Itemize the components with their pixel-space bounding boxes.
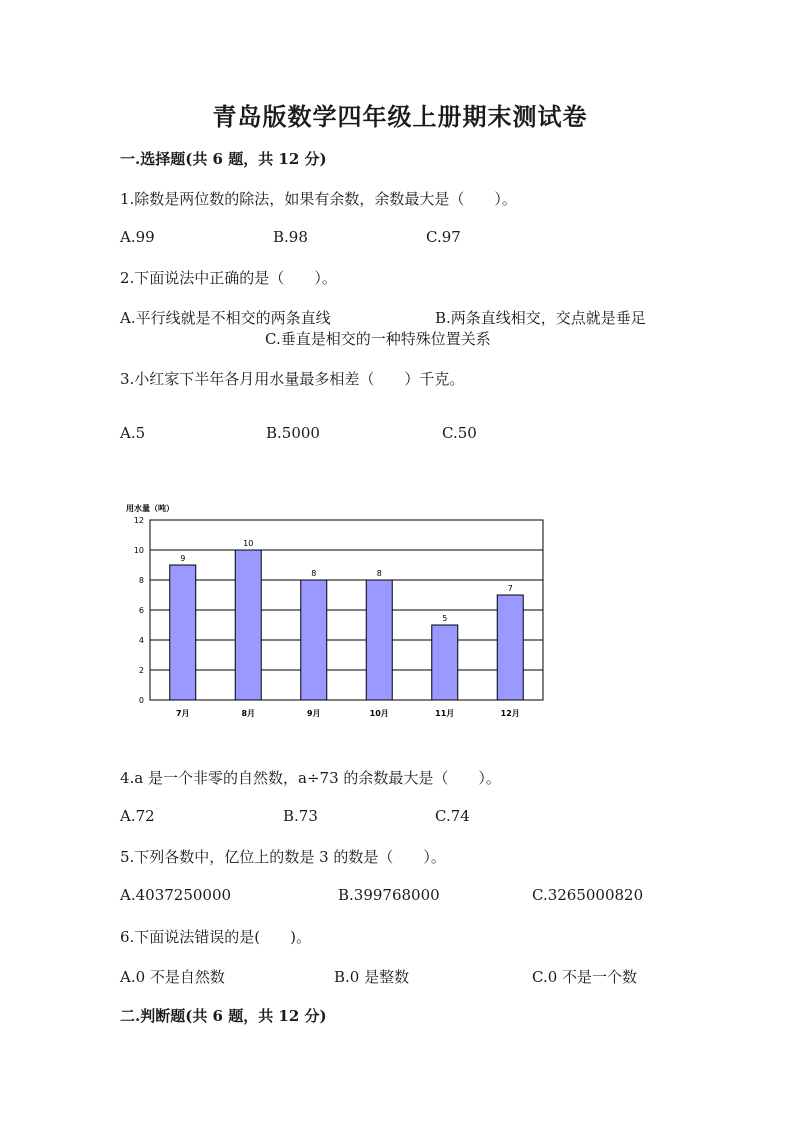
chart-bar (235, 550, 261, 700)
chart-data-label: 8 (376, 569, 382, 578)
page-title: 青岛版数学四年级上册期末测试卷 (212, 102, 588, 131)
question-4-stem: 4.a 是一个非零的自然数，a÷73 的余数最大是（ ）。 (120, 769, 501, 787)
question-3-option-b[interactable]: B.5000 (266, 424, 320, 442)
chart-gridlines (150, 520, 543, 700)
chart-bar (432, 625, 458, 700)
chart-x-tick-label: 7月 (175, 709, 190, 718)
question-6-option-c[interactable]: C.0 不是一个数 (532, 968, 638, 986)
chart-y-tick-label: 6 (138, 606, 144, 615)
question-4-option-b[interactable]: B.73 (283, 807, 318, 825)
question-6-stem: 6.下面说法错误的是( )。 (120, 928, 312, 946)
question-1-option-b[interactable]: B.98 (273, 228, 308, 246)
chart-x-tick-label: 11月 (435, 709, 455, 718)
chart-bar (497, 595, 523, 700)
chart-data-label: 10 (243, 539, 254, 548)
question-6-option-b[interactable]: B.0 是整数 (334, 968, 410, 986)
question-4-option-a[interactable]: A.72 (120, 807, 155, 825)
section-heading-choice: 一.选择题(共 6 题，共 12 分) (120, 150, 327, 168)
chart-y-tick-label: 10 (133, 546, 144, 555)
question-4-option-c[interactable]: C.74 (435, 807, 470, 825)
chart-bar (301, 580, 327, 700)
question-6-option-a[interactable]: A.0 不是自然数 (120, 968, 225, 986)
chart-y-axis-label: 用水量（吨） (126, 504, 174, 513)
question-5-option-a[interactable]: A.4037250000 (120, 886, 232, 904)
question-5-option-c[interactable]: C.3265000820 (532, 886, 644, 904)
chart-data-label: 7 (507, 584, 513, 593)
question-3-option-a[interactable]: A.5 (120, 424, 146, 442)
water-usage-bar-chart (118, 500, 558, 730)
chart-bar (366, 580, 392, 700)
question-1-option-a[interactable]: A.99 (120, 228, 155, 246)
question-2-stem: 2.下面说法中正确的是（ ）。 (120, 269, 337, 287)
question-3-option-c[interactable]: C.50 (442, 424, 477, 442)
question-2-option-c[interactable]: C.垂直是相交的一种特殊位置关系 (265, 330, 491, 348)
question-5-option-b[interactable]: B.399768000 (338, 886, 440, 904)
chart-bar (170, 565, 196, 700)
chart-data-label: 5 (442, 614, 448, 623)
chart-y-tick-label: 12 (133, 516, 144, 525)
chart-y-tick-label: 0 (138, 696, 144, 705)
chart-data-label: 8 (311, 569, 317, 578)
chart-y-tick-label: 8 (138, 576, 144, 585)
question-5-stem: 5.下列各数中，亿位上的数是 3 的数是（ ）。 (120, 848, 446, 866)
section-heading-judgment: 二.判断题(共 6 题，共 12 分) (120, 1007, 327, 1025)
question-2-option-b[interactable]: B.两条直线相交，交点就是垂足 (435, 309, 646, 327)
chart-x-tick-label: 10月 (369, 709, 389, 718)
chart-data-label: 9 (180, 554, 186, 563)
question-1-option-c[interactable]: C.97 (426, 228, 461, 246)
chart-y-tick-label: 2 (138, 666, 144, 675)
chart-x-tick-label: 8月 (241, 709, 256, 718)
chart-x-tick-label: 9月 (306, 709, 321, 718)
chart-x-tick-label: 12月 (500, 709, 520, 718)
chart-bars (170, 550, 524, 700)
chart-y-tick-label: 4 (138, 636, 144, 645)
question-1-stem: 1.除数是两位数的除法，如果有余数，余数最大是（ ）。 (120, 190, 517, 208)
question-2-option-a[interactable]: A.平行线就是不相交的两条直线 (120, 309, 331, 327)
question-3-stem: 3.小红家下半年各月用水量最多相差（ ）千克。 (120, 370, 465, 388)
